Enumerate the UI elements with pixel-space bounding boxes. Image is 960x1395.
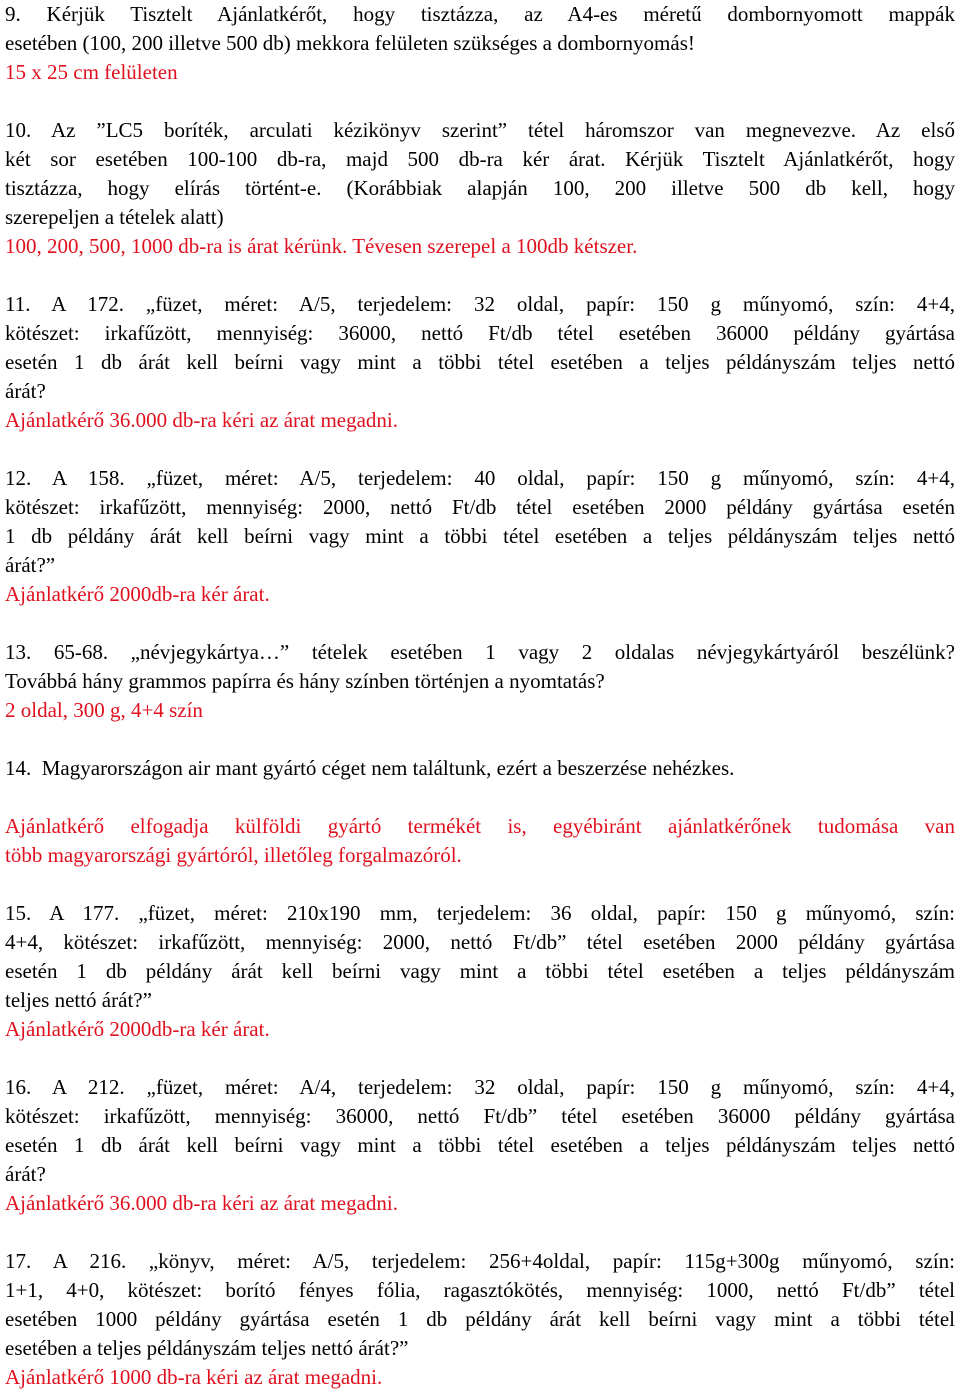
text-line: 13. 65-68. „névjegykártya…” tételek esetében 1 vagy 2 oldalas névjegykártyáról beszélünk? — [5, 640, 955, 664]
answer-line: Ajánlatkérő 36.000 db-ra kéri az árat megadni. — [5, 408, 399, 432]
text-line: Továbbá hány grammos papírra és hány színben történjen a nyomtatás? — [5, 669, 605, 693]
text-line: 10. Az ”LC5 boríték, arculati kézikönyv szerint” tétel háromszor van megnevezve. Az első — [5, 118, 955, 142]
text-line: 11. A 172. „füzet, méret: A/5, terjedelem: 32 oldal, papír: 150 g műnyomó, szín: 4+4, — [5, 292, 955, 316]
text-line: esetén 1 db árát kell beírni vagy mint a többi tétel esetében a teljes példányszám teljes nettó — [5, 1133, 955, 1157]
answer-line: Ajánlatkérő 1000 db-ra kéri az árat megadni. — [5, 1365, 383, 1389]
paragraph-gap — [5, 725, 955, 754]
answer-line: 100, 200, 500, 1000 db-ra is árat kérünk. Tévesen szerepel a 100db kétszer. — [5, 234, 638, 258]
text-line: két sor esetében 100-100 db-ra, majd 500 db-ra kér árat. Kérjük Tisztelt Ajánlatkérőt, hogy — [5, 147, 955, 171]
text-line: 4+4, kötészet: irkafűzött, mennyiség: 2000, nettó Ft/db” tétel esetében 2000 példány gyártása — [5, 930, 955, 954]
text-line: kötészet: irkafűzött, mennyiség: 36000, nettó Ft/db tétel esetében 36000 példány gyártása — [5, 321, 955, 345]
paragraph-gap — [5, 87, 955, 116]
text-line: esetében a teljes példányszám teljes nettó árát?” — [5, 1336, 409, 1360]
text-line: esetében 1000 példány gyártása esetén 1 db példány árát kell beírni vagy mint a többi tétel — [5, 1307, 955, 1331]
paragraph-a14 — [5, 812, 955, 870]
text-line: esetén 1 db árát kell beírni vagy mint a többi tétel esetében a teljes példányszám teljes nettó — [5, 350, 955, 374]
paragraph-gap — [5, 435, 955, 464]
answer-line: Ajánlatkérő 2000db-ra kér árat. — [5, 1017, 270, 1041]
answer-line: 2 oldal, 300 g, 4+4 szín — [5, 698, 203, 722]
paragraph-gap — [5, 870, 955, 899]
text-line: kötészet: irkafűzött, mennyiség: 2000, nettó Ft/db tétel esetében 2000 példány gyártása esetén — [5, 495, 955, 519]
text-line: árát? — [5, 379, 46, 403]
text-line: 15. A 177. „füzet, méret: 210x190 mm, terjedelem: 36 oldal, papír: 150 g műnyomó, szín: — [5, 901, 955, 925]
paragraph-q12 — [5, 464, 955, 609]
text-line: árát? — [5, 1162, 46, 1186]
text-line: teljes nettó árát?” — [5, 988, 152, 1012]
paragraph-q15 — [5, 899, 955, 1044]
text-line: árát?” — [5, 553, 56, 577]
answer-line: Ajánlatkérő elfogadja külföldi gyártó termékét is, egyébiránt ajánlatkérőnek tudomása van — [5, 814, 955, 838]
paragraph-q13 — [5, 638, 955, 725]
answer-line: Ajánlatkérő 2000db-ra kér árat. — [5, 582, 270, 606]
text-line: esetén 1 db példány árát kell beírni vagy mint a többi tétel esetében a teljes példányszám — [5, 959, 955, 983]
paragraph-q9 — [5, 0, 955, 87]
paragraph-q17 — [5, 1247, 955, 1392]
paragraph-gap — [5, 1218, 955, 1247]
text-line: kötészet: irkafűzött, mennyiség: 36000, nettó Ft/db” tétel esetében 36000 példány gyártása — [5, 1104, 955, 1128]
answer-line: több magyarországi gyártóról, illetőleg forgalmazóról. — [5, 843, 462, 867]
paragraph-gap — [5, 261, 955, 290]
text-line: szerepeljen a tételek alatt) — [5, 205, 224, 229]
paragraph-q11 — [5, 290, 955, 435]
text-line: 9. Kérjük Tisztelt Ajánlatkérőt, hogy tisztázza, az A4-es méretű dombornyomott mappák — [5, 2, 955, 26]
paragraph-q10 — [5, 116, 955, 261]
paragraph-gap — [5, 609, 955, 638]
answer-line: 15 x 25 cm felületen — [5, 60, 178, 84]
text-line: esetében (100, 200 illetve 500 db) mekkora felületen szükséges a dombornyomás! — [5, 31, 695, 55]
paragraph-gap — [5, 783, 955, 812]
text-line: 16. A 212. „füzet, méret: A/4, terjedelem: 32 oldal, papír: 150 g műnyomó, szín: 4+4, — [5, 1075, 955, 1099]
text-line: 17. A 216. „könyv, méret: A/5, terjedelem: 256+4oldal, papír: 115g+300g műnyomó, szín: — [5, 1249, 955, 1273]
document-page — [5, 0, 955, 1392]
answer-line: Ajánlatkérő 36.000 db-ra kéri az árat megadni. — [5, 1191, 399, 1215]
text-line: tisztázza, hogy elírás történt-e. (Korábbiak alapján 100, 200 illetve 500 db kell, hogy — [5, 176, 955, 200]
paragraph-q14 — [5, 754, 955, 783]
text-line: 1 db példány árát kell beírni vagy mint a többi tétel esetében a teljes példányszám teljes nettó — [5, 524, 955, 548]
text-line: 12. A 158. „füzet, méret: A/5, terjedelem: 40 oldal, papír: 150 g műnyomó, szín: 4+4, — [5, 466, 955, 490]
text-line: 1+1, 4+0, kötészet: borító fényes fólia, ragasztókötés, mennyiség: 1000, nettó Ft/db” tétel — [5, 1278, 955, 1302]
paragraph-q16 — [5, 1073, 955, 1218]
paragraph-gap — [5, 1044, 955, 1073]
text-line: 14. Magyarországon air mant gyártó céget nem találtunk, ezért a beszerzése nehézkes. — [5, 756, 735, 780]
